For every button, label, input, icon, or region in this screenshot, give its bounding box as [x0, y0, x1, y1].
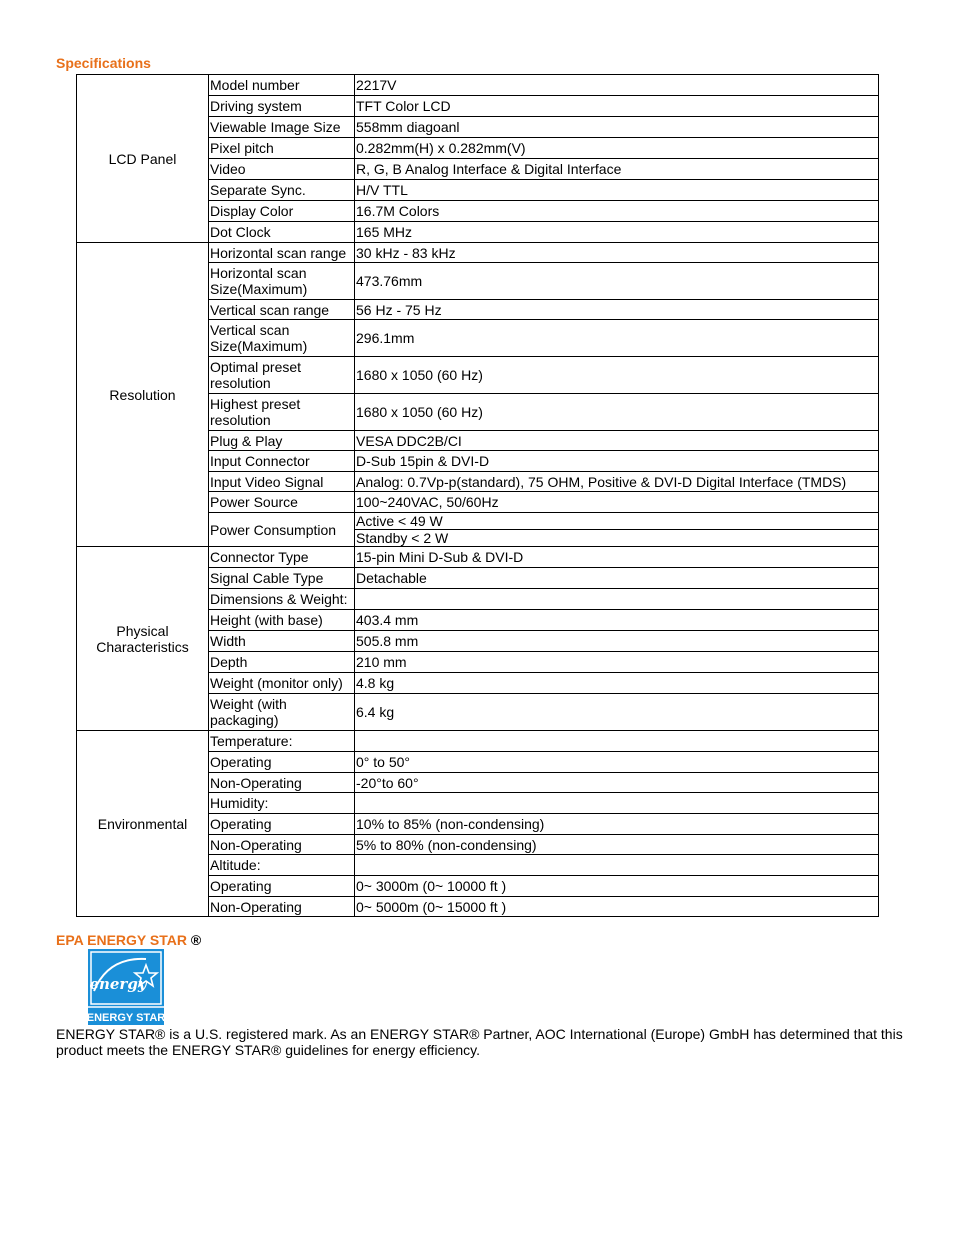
- epa-title-text: EPA ENERGY STAR: [56, 932, 187, 948]
- spec-value: 30 kHz - 83 kHz: [355, 243, 879, 263]
- spec-value: 16.7M Colors: [355, 201, 879, 222]
- spec-value: 505.8 mm: [355, 631, 879, 652]
- spec-label: Operating: [209, 814, 355, 835]
- spec-value: 558mm diagoanl: [355, 117, 879, 138]
- spec-label: Weight (monitor only): [209, 673, 355, 694]
- spec-value: 403.4 mm: [355, 610, 879, 631]
- spec-value: 165 MHz: [355, 222, 879, 243]
- spec-value: [355, 731, 879, 752]
- spec-value: TFT Color LCD: [355, 96, 879, 117]
- spec-value: 2217V: [355, 75, 879, 96]
- spec-value: 473.76mm: [355, 263, 879, 300]
- spec-label: Model number: [209, 75, 355, 96]
- spec-label: Viewable Image Size: [209, 117, 355, 138]
- spec-value: 0~ 3000m (0~ 10000 ft ): [355, 876, 879, 897]
- spec-label: Weight (with packaging): [209, 694, 355, 731]
- energy-star-statement: ENERGY STAR® is a U.S. registered mark. As an ENERGY STAR® Partner, AOC International (Europe) GmbH has determined that this product meets the ENERGY STAR® guidelines for energy efficiency.: [56, 1026, 903, 1058]
- spec-label: Non-Operating: [209, 773, 355, 793]
- spec-label: Input Video Signal: [209, 472, 355, 492]
- spec-label: Vertical scan Size(Maximum): [209, 320, 355, 357]
- spec-label: Operating: [209, 876, 355, 897]
- group-lcd-panel: LCD Panel: [77, 75, 209, 243]
- specifications-table: [76, 74, 879, 917]
- spec-value: R, G, B Analog Interface & Digital Interface: [355, 159, 879, 180]
- group-environmental: Environmental: [77, 731, 209, 917]
- spec-value: 0.282mm(H) x 0.282mm(V): [355, 138, 879, 159]
- spec-value: 0° to 50°: [355, 752, 879, 773]
- spec-label: Depth: [209, 652, 355, 673]
- spec-label: Input Connector: [209, 451, 355, 472]
- spec-value: VESA DDC2B/CI: [355, 431, 879, 451]
- spec-label: Power Source: [209, 492, 355, 513]
- spec-value: -20°to 60°: [355, 773, 879, 793]
- spec-value: [355, 589, 879, 610]
- spec-value: [355, 793, 879, 814]
- spec-value: 4.8 kg: [355, 673, 879, 694]
- spec-label: Plug & Play: [209, 431, 355, 451]
- group-resolution: Resolution: [77, 243, 209, 547]
- spec-label: Horizontal scan Size(Maximum): [209, 263, 355, 300]
- spec-value: [355, 855, 879, 876]
- spec-label: Width: [209, 631, 355, 652]
- group-physical-characteristics: Physical Characteristics: [77, 547, 209, 731]
- spec-label: Horizontal scan range: [209, 243, 355, 263]
- spec-label: Pixel pitch: [209, 138, 355, 159]
- spec-label: Operating: [209, 752, 355, 773]
- spec-label: Video: [209, 159, 355, 180]
- spec-label: Non-Operating: [209, 897, 355, 917]
- page-title: Specifications: [56, 55, 151, 71]
- spec-label: Height (with base): [209, 610, 355, 631]
- logo-script-text: energy: [89, 975, 147, 993]
- spec-value: 5% to 80% (non-condensing): [355, 835, 879, 855]
- spec-value: Standby < 2 W: [355, 530, 879, 547]
- spec-label: Connector Type: [209, 547, 355, 568]
- spec-label: Vertical scan range: [209, 300, 355, 320]
- spec-label: Separate Sync.: [209, 180, 355, 201]
- spec-value: 15-pin Mini D-Sub & DVI-D: [355, 547, 879, 568]
- energy-star-icon: [88, 949, 164, 1025]
- spec-label: Dot Clock: [209, 222, 355, 243]
- table-row: [77, 731, 879, 752]
- spec-label: Altitude:: [209, 855, 355, 876]
- spec-value: 1680 x 1050 (60 Hz): [355, 357, 879, 394]
- spec-label: Highest preset resolution: [209, 394, 355, 431]
- spec-label: Power Consumption: [209, 513, 355, 547]
- epa-heading: [56, 932, 201, 948]
- spec-label: Driving system: [209, 96, 355, 117]
- spec-value: 56 Hz - 75 Hz: [355, 300, 879, 320]
- spec-value: Detachable: [355, 568, 879, 589]
- spec-value: Analog: 0.7Vp-p(standard), 75 OHM, Positive & DVI-D Digital Interface (TMDS): [355, 472, 879, 492]
- spec-label: Humidity:: [209, 793, 355, 814]
- energy-star-logo: [88, 949, 164, 1025]
- table-row: [77, 547, 879, 568]
- spec-value: D-Sub 15pin & DVI-D: [355, 451, 879, 472]
- logo-caption-text: ENERGY STAR: [88, 1012, 164, 1024]
- spec-label: Display Color: [209, 201, 355, 222]
- spec-label: Dimensions & Weight:: [209, 589, 355, 610]
- spec-value: 0~ 5000m (0~ 15000 ft ): [355, 897, 879, 917]
- table-row: [77, 75, 879, 96]
- spec-value: 210 mm: [355, 652, 879, 673]
- spec-label: Non-Operating: [209, 835, 355, 855]
- spec-label: Signal Cable Type: [209, 568, 355, 589]
- spec-value: 10% to 85% (non-condensing): [355, 814, 879, 835]
- spec-value: 296.1mm: [355, 320, 879, 357]
- spec-value: 1680 x 1050 (60 Hz): [355, 394, 879, 431]
- spec-label: Optimal preset resolution: [209, 357, 355, 394]
- spec-value: H/V TTL: [355, 180, 879, 201]
- spec-value: 6.4 kg: [355, 694, 879, 731]
- spec-value: Active < 49 W: [355, 513, 879, 530]
- registered-mark: ®: [190, 932, 202, 948]
- spec-label: Temperature:: [209, 731, 355, 752]
- spec-value: 100~240VAC, 50/60Hz: [355, 492, 879, 513]
- table-row: [77, 243, 879, 263]
